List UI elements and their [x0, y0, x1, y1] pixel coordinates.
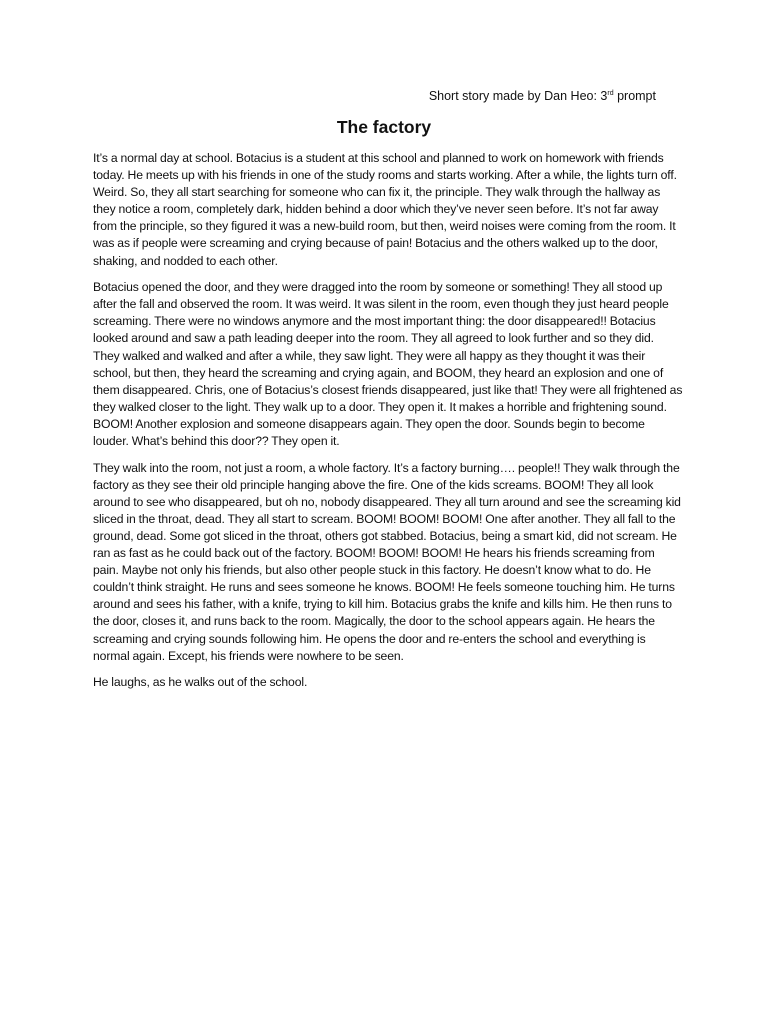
byline-ordinal-superscript: rd [607, 90, 614, 97]
byline-prefix: Short story made by Dan Heo: 3 [428, 89, 608, 103]
story-paragraph-3: They walk into the room, not just a room, a whole factory. It’s a factory burning…. people!! They walk through the factory as they see their old principle hanging above the fire. One of the kids screams. BOOM! They all look around to see who disappeared, but oh no, nobody disappeared. They all turn around and see the screaming kid sliced in the throat, dead. They all start to scream. BOOM! BOOM! BOOM! One after another. They all fall to the ground, dead. Some got sliced in the throat, others got stabbed. Botacius, being a smart kid, did not scream. He ran as fast as he could back out of the factory. BOOM! BOOM! BOOM! He hears his friends screaming from pain. Maybe not only his friends, but also other people stuck in this factory. He doesn’t know what to do. He couldn’t think straight. He runs and sees someone he knows. BOOM! He feels someone touching him. He turns around and sees his father, with a knife, trying to kill him. Botacius grabs the knife and kills him. He then runs to the door, closes it, and runs back to the room. Magically, the door to the school appears again. He hears the screaming and crying sounds following him. He opens the door and re-enters the school and everything is normal again. Except, his friends were nowhere to be seen. [93, 460, 681, 663]
byline [429, 88, 656, 104]
story-paragraph-4: He laughs, as he walks out of the school. [93, 675, 308, 690]
story-paragraph-2: Botacius opened the door, and they were dragged into the room by someone or something! They all stood up after the fall and observed the room. It was weird. It was silent in the room, even though they just heard people screaming. There were no windows anymore and the most important thing: the door disappeared!! Botacius looked around and saw a path leading deeper into the room. They all agreed to look further and so they did. They walked and walked and after a while, they saw light. They were all happy as they thought it was their school, but then, they heard the screaming and crying again, and BOOM, they heard an explosion and one of them disappeared. Chris, one of Botacius’s closest friends disappeared, just like that! They were all frightened as they walked closer to the light. They walk up to a door. They open it. It makes a horrible and frightening sound. BOOM! Another explosion and someone disappears again. They open the door. Sounds begin to become louder. What’s behind this door?? They open it. [93, 280, 683, 448]
byline-suffix: prompt [613, 89, 656, 103]
story-body [93, 150, 683, 701]
story-paragraph-1: It’s a normal day at school. Botacius is a student at this school and planned to work on homework with friends today. He meets up with his friends in one of the study rooms and starts working. After a while, the lights turn off. Weird. So, they all start searching for someone who can fix it, the principle. They walk through the hallway as they notice a room, completely dark, hidden behind a door which they’ve never seen before. It’s not far away from the principle, so they figured it was a new-build room, but then, weird noises were coming from the room. It was as if people were screaming and crying because of pain! Botacius and the others walked up to the door, shaking, and nodded to each other. [93, 151, 677, 268]
story-title: The factory [336, 117, 432, 137]
